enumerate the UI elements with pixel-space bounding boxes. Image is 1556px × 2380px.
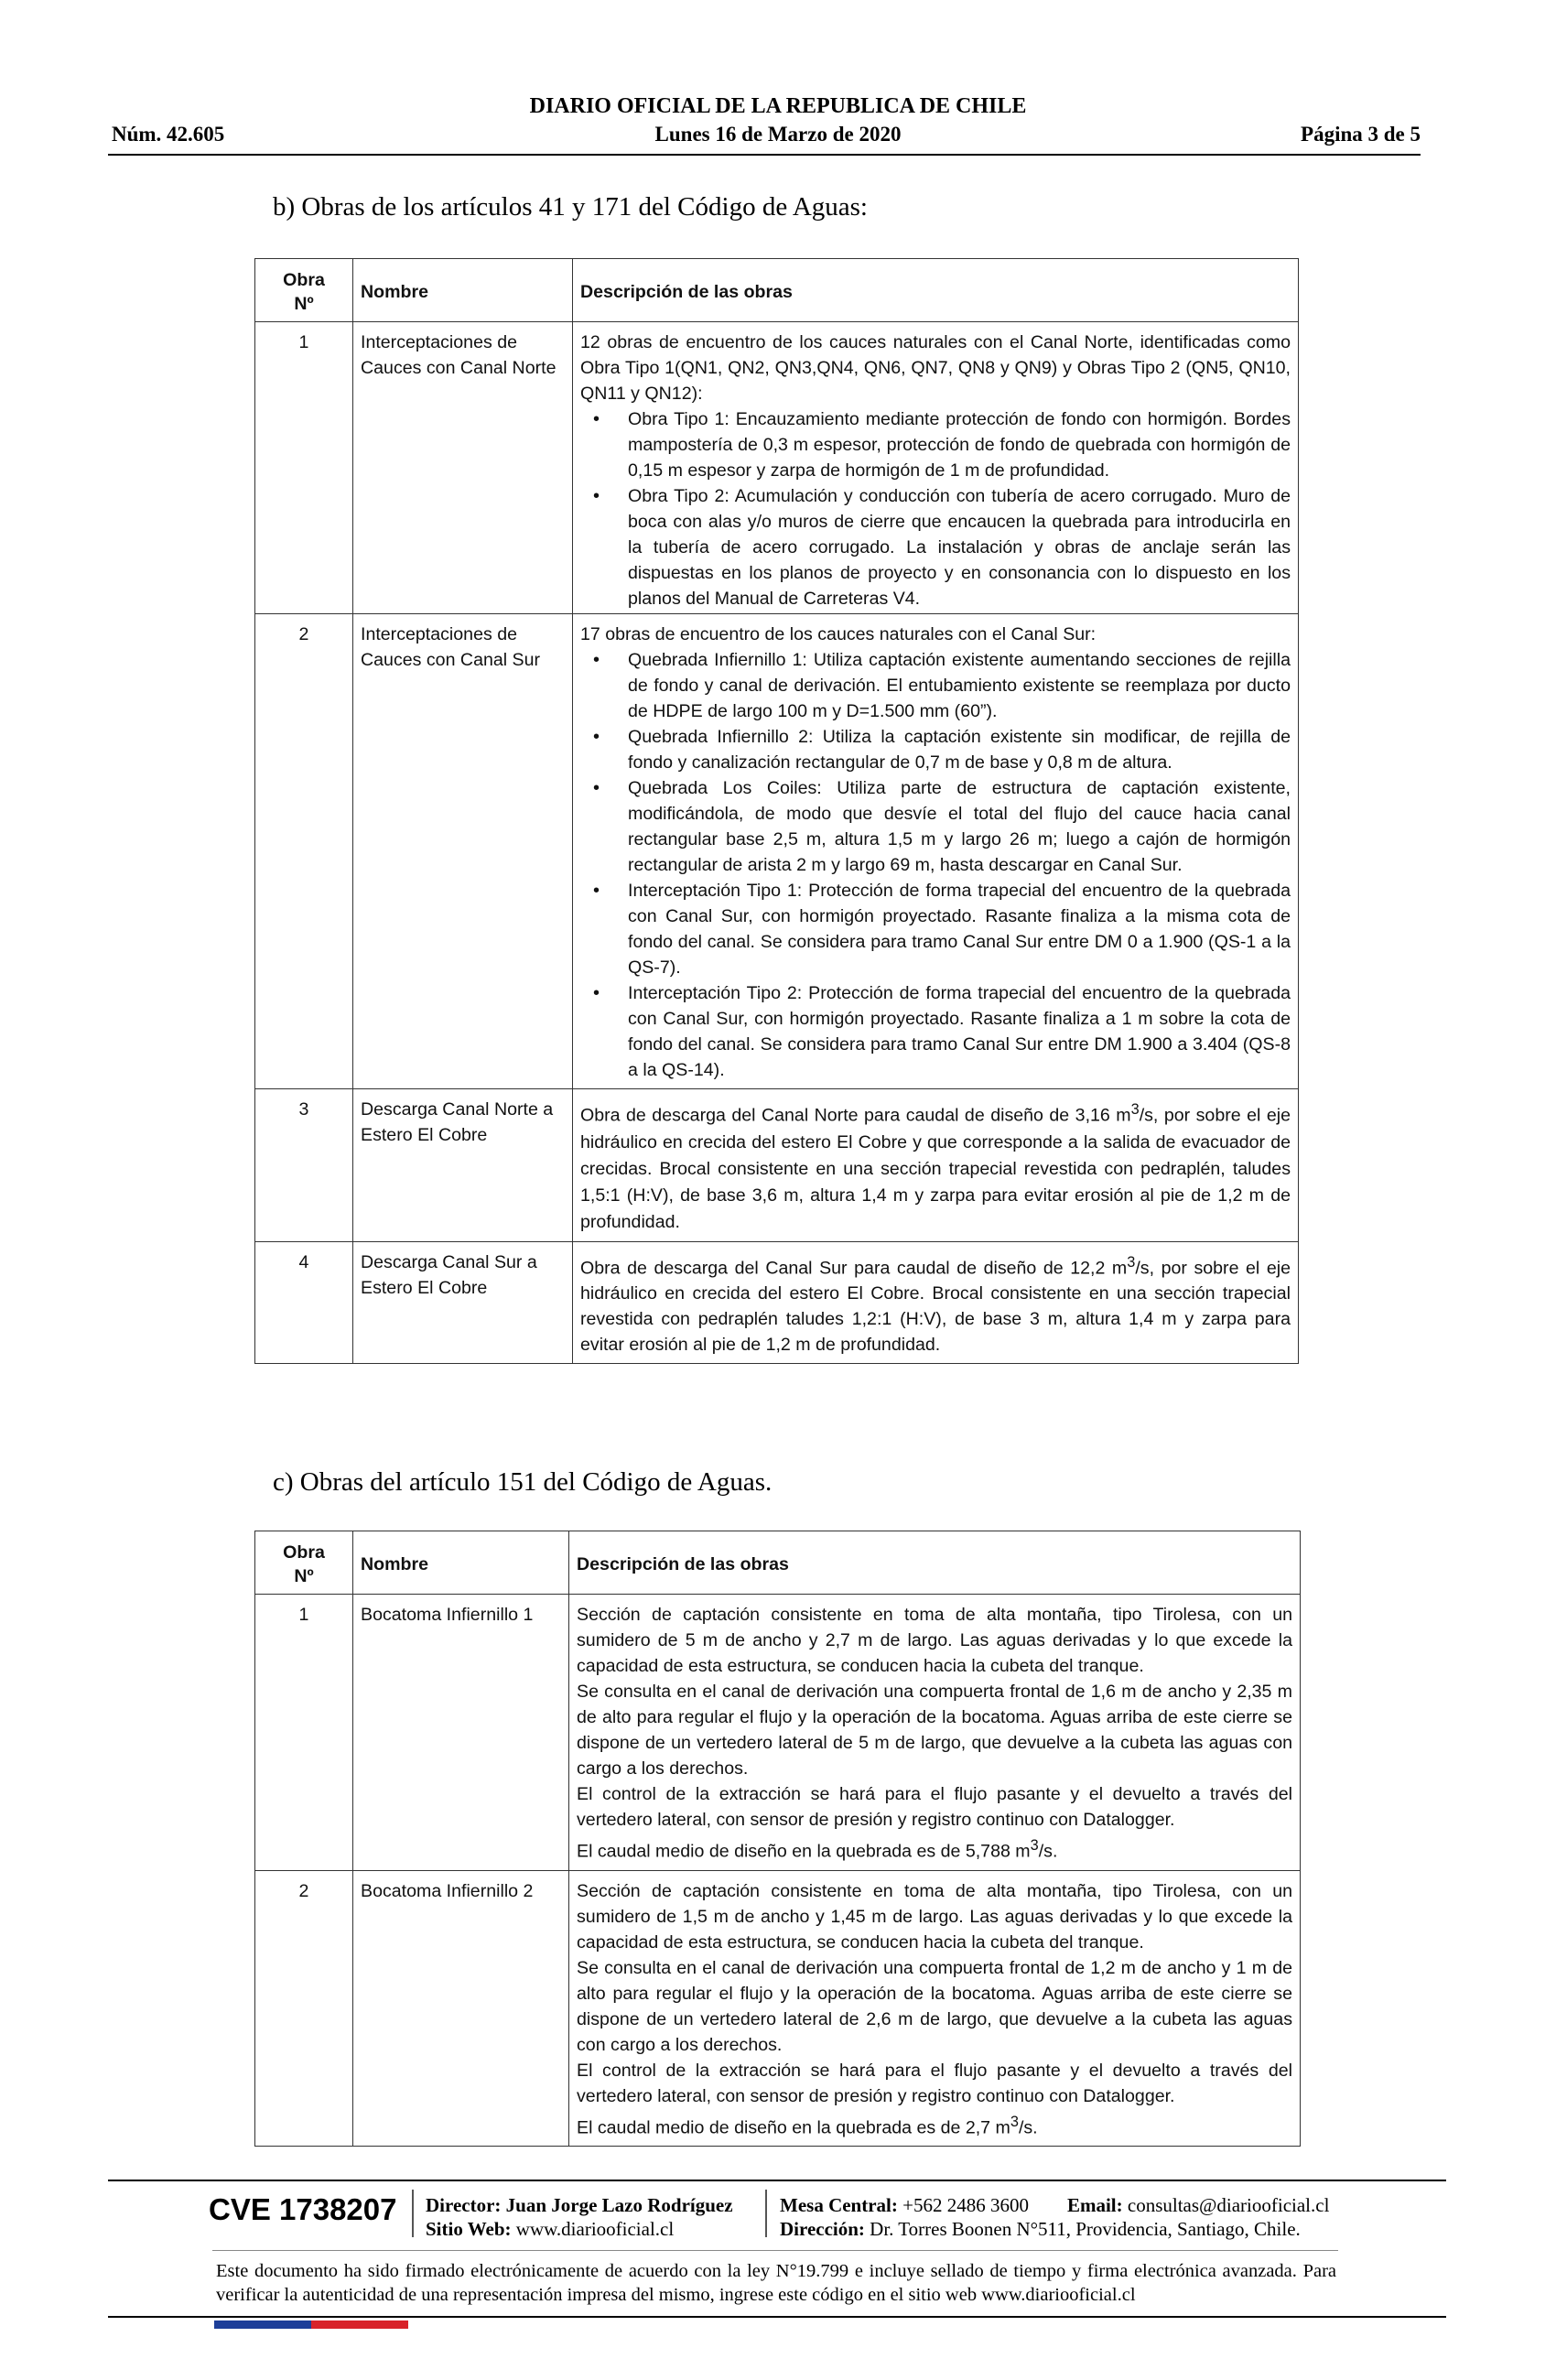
footer-contact-block bbox=[780, 2193, 1329, 2241]
row-num: 4 bbox=[255, 1241, 353, 1364]
row-intro: 12 obras de encuentro de los cauces naturales con el Canal Norte, identificadas como Obra Tipo 1(QN1, QN2, QN3,QN4, QN6, QN7, QN8 y QN9) y Obras Tipo 2 (QN5, QN10, QN11 y QN12): bbox=[580, 332, 1291, 404]
row-description bbox=[569, 1870, 1301, 2147]
row-description: Obra de descarga del Canal Sur para caudal de diseño de 12,2 $m^3/s$, por sobre el eje hidráulico en crecida del estero El Cobre. Brocal consistente en una sección trapecial revestida con pedraplén taludes 1,2:1 (H:V), de base 3 m, altura 1,4 m y zarpa para evitar erosión al pie de 1,2 m de profundidad. bbox=[573, 1241, 1299, 1364]
site-label: Sitio Web: bbox=[426, 2218, 512, 2240]
row-description bbox=[569, 1595, 1301, 1871]
list-item: • Obra Tipo 2: Acumulación y conducción con tubería de acero corrugado. Muro de boca con alas y/o muros de cierre que encaucen la quebrada para introducirla en la tubería de acero corrugado. La instalación y obras de anclaje serán las dispuestas en los planos de proyecto y en consonancia con lo dispuesto en los planos del Manual de Carreteras V4. bbox=[580, 483, 1291, 611]
issue-number: Núm. 42.605 bbox=[112, 123, 225, 146]
footer-divider-top bbox=[108, 2180, 1446, 2181]
footer-divider-bottom bbox=[108, 2316, 1446, 2318]
desc-paragraph: Sección de captación consistente en toma de alta montaña, tipo Tirolesa, con un sumidero de 1,5 m de ancho y 1,45 m de largo. Las aguas derivadas y lo que excede la capacidad de esta estructura, se conducen hacia la cubeta del tranque. bbox=[577, 1880, 1292, 1953]
flag-stripe-red bbox=[311, 2320, 408, 2329]
publication-title: DIARIO OFICIAL DE LA REPUBLICA DE CHILE bbox=[529, 94, 1027, 118]
row-num: 1 bbox=[255, 1595, 353, 1871]
table-row bbox=[255, 1870, 1301, 2147]
row-name: Interceptaciones de Cauces con Canal Sur bbox=[353, 614, 573, 1089]
desc-paragraph: El control de la extracción se hará para el flujo pasante y el devuelto a través del vertedero lateral, con sensor de presión y registro continuo con Datalogger. bbox=[577, 2060, 1292, 2106]
director-label: Director: bbox=[426, 2194, 502, 2216]
table-row bbox=[255, 614, 1299, 1089]
row-intro: 17 obras de encuentro de los cauces naturales con el Canal Sur: bbox=[580, 624, 1097, 644]
row-name: Bocatoma Infiernillo 2 bbox=[353, 1870, 569, 2147]
legal-notice: Este documento ha sido firmado electrónicamente de acuerdo con la ley N°19.799 e incluye sellado de tiempo y firma electrónica avanzada. Para verificar la autenticidad de una representación impresa del mismo, ingrese este código en el sitio web www.diariooficial.cl bbox=[216, 2261, 1336, 2305]
col-header-name: Nombre bbox=[353, 259, 573, 322]
row-num: 3 bbox=[255, 1089, 353, 1242]
email-link[interactable]: consultas@diariooficial.cl bbox=[1127, 2194, 1330, 2216]
site-link[interactable]: www.diariooficial.cl bbox=[515, 2218, 675, 2240]
list-item: • Quebrada Los Coiles: Utiliza parte de estructura de captación existente, modificándola, de modo que desvíe el total del flujo del cauce hacia canal rectangular base 2,5 m, altura 1,5 m y largo 26 m; luego a cajón de hormigón rectangular de arista 2 m y largo 69 m, hasta descargar en Canal Sur. bbox=[580, 775, 1291, 878]
row-name: Bocatoma Infiernillo 1 bbox=[353, 1595, 569, 1871]
row-name: Descarga Canal Sur a Estero El Cobre bbox=[353, 1241, 573, 1364]
phone-value: +562 2486 3600 bbox=[902, 2194, 1029, 2216]
bullet-list bbox=[580, 647, 1291, 1083]
desc-paragraph: El caudal medio de diseño en la quebrada es de 2,7 $m^3/s$. bbox=[577, 2113, 1038, 2138]
desc-paragraph: El caudal medio de diseño en la quebrada es de 5,788 $m^3/s$. bbox=[577, 1837, 1058, 1862]
row-description bbox=[573, 322, 1299, 614]
page-indicator: Página 3 de 5 bbox=[1301, 123, 1421, 146]
row-num: 2 bbox=[255, 1870, 353, 2147]
row-num: 1 bbox=[255, 322, 353, 614]
table-obras-c bbox=[254, 1531, 1301, 2147]
phone-label: Mesa Central: bbox=[780, 2194, 898, 2216]
list-item: • Quebrada Infiernillo 2: Utiliza la captación existente sin modificar, de rejilla de fondo y canalización rectangular de 0,7 m de base y 0,8 m de altura. bbox=[580, 724, 1291, 775]
address-label: Dirección: bbox=[780, 2218, 865, 2240]
list-item: • Interceptación Tipo 2: Protección de forma trapecial del encuentro de la quebrada con Canal Sur, con hormigón proyectado. Rasante finaliza a 1 m sobre la cota de fondo del canal. Se considera para tramo Canal Sur entre DM 1.900 a 3.404 (QS-8 a la QS-14). bbox=[580, 980, 1291, 1083]
email-label: Email: bbox=[1066, 2194, 1123, 2216]
table-obras-b bbox=[254, 258, 1299, 1364]
footer-director-block bbox=[426, 2193, 733, 2241]
section-c-title: c) Obras del artículo 151 del Código de Aguas. bbox=[273, 1467, 773, 1497]
table-header-row bbox=[255, 1531, 1301, 1595]
row-name: Descarga Canal Norte a Estero El Cobre bbox=[353, 1089, 573, 1242]
row-num: 2 bbox=[255, 614, 353, 1089]
table-row bbox=[255, 1241, 1299, 1364]
desc-paragraph: Se consulta en el canal de derivación una compuerta frontal de 1,2 m de ancho y 1 m de alto para regular el flujo y la operación de la bocatoma. Aguas arriba de este cierre se dispone de un vertedero lateral de 2,6 m de largo, que devuelve a la cubeta las aguas con cargo a los derechos. bbox=[577, 1957, 1292, 2055]
col-header-desc: Descripción de las obras bbox=[569, 1531, 1301, 1595]
col-header-name: Nombre bbox=[353, 1531, 569, 1595]
table-row bbox=[255, 322, 1299, 614]
flag-stripe-blue bbox=[214, 2320, 311, 2329]
desc-paragraph: El control de la extracción se hará para el flujo pasante y el devuelto a través del vertedero lateral, con sensor de presión y registro continuo con Datalogger. bbox=[577, 1784, 1292, 1830]
row-description: Obra de descarga del Canal Norte para caudal de diseño de 3,16 $m^3/s$, por sobre el eje hidráulico en crecida del estero El Cobre y que corresponde a la salida de evacuador de crecidas. Brocal consistente en una sección trapecial revestida con pedraplén, taludes 1,5:1 (H:V), de base 3,6 m, altura 1,4 m y zarpa para evitar erosión al pie de 1,2 m de profundidad. bbox=[573, 1089, 1299, 1242]
director-name: Juan Jorge Lazo Rodríguez bbox=[505, 2194, 733, 2216]
list-item: • Obra Tipo 1: Encauzamiento mediante protección de fondo con hormigón. Bordes mampostería de 0,3 m espesor, protección de fondo de quebrada con hormigón de 0,15 m espesor y zarpa de hormigón de 1 m de profundidad. bbox=[580, 406, 1291, 483]
publication-date: Lunes 16 de Marzo de 2020 bbox=[654, 123, 902, 146]
address-value: Dr. Torres Boonen N°511, Providencia, Santiago, Chile. bbox=[870, 2218, 1301, 2240]
desc-paragraph: Sección de captación consistente en toma de alta montaña, tipo Tirolesa, con un sumidero de 5 m de ancho y 2,7 m de largo. Las aguas derivadas y lo que excede la capacidad de esta estructura, se conducen hacia la cubeta del tranque. bbox=[577, 1605, 1292, 1676]
row-name: Interceptaciones de Cauces con Canal Norte bbox=[353, 322, 573, 614]
col-header-desc: Descripción de las obras bbox=[573, 259, 1299, 322]
desc-paragraph: Se consulta en el canal de derivación una compuerta frontal de 1,6 m de ancho y 2,35 m de alto para regular el flujo y la operación de la bocatoma. Aguas arriba de este cierre se dispone de un vertedero lateral de 5 m de largo, que devuelve a la cubeta las aguas con cargo a los derechos. bbox=[577, 1682, 1292, 1779]
section-b-title: b) Obras de los artículos 41 y 171 del Código de Aguas: bbox=[273, 192, 868, 222]
footer-separator bbox=[412, 2190, 414, 2237]
list-item: • Quebrada Infiernillo 1: Utiliza captación existente aumentando secciones de rejilla de fondo y canal de derivación. El entubamiento existente se reemplaza por ducto de HDPE de largo 100 m y D=1.500 mm (60”). bbox=[580, 647, 1291, 724]
footer-divider-mid bbox=[212, 2250, 1338, 2251]
bullet-list bbox=[580, 406, 1291, 611]
col-header-num: Obra Nº bbox=[255, 259, 353, 322]
table-header-row bbox=[255, 259, 1299, 322]
header-divider bbox=[108, 154, 1421, 156]
table-row bbox=[255, 1595, 1301, 1871]
cve-code: CVE 1738207 bbox=[209, 2192, 397, 2226]
col-header-num: Obra Nº bbox=[255, 1531, 353, 1595]
footer-separator bbox=[765, 2190, 767, 2237]
table-row bbox=[255, 1089, 1299, 1242]
row-description bbox=[573, 614, 1299, 1089]
list-item: • Interceptación Tipo 1: Protección de forma trapecial del encuentro de la quebrada con Canal Sur, con hormigón proyectado. Rasante finaliza a la misma cota de fondo del canal. Se considera para tramo Canal Sur entre DM 0 a 1.900 (QS-1 a la QS-7). bbox=[580, 878, 1291, 980]
